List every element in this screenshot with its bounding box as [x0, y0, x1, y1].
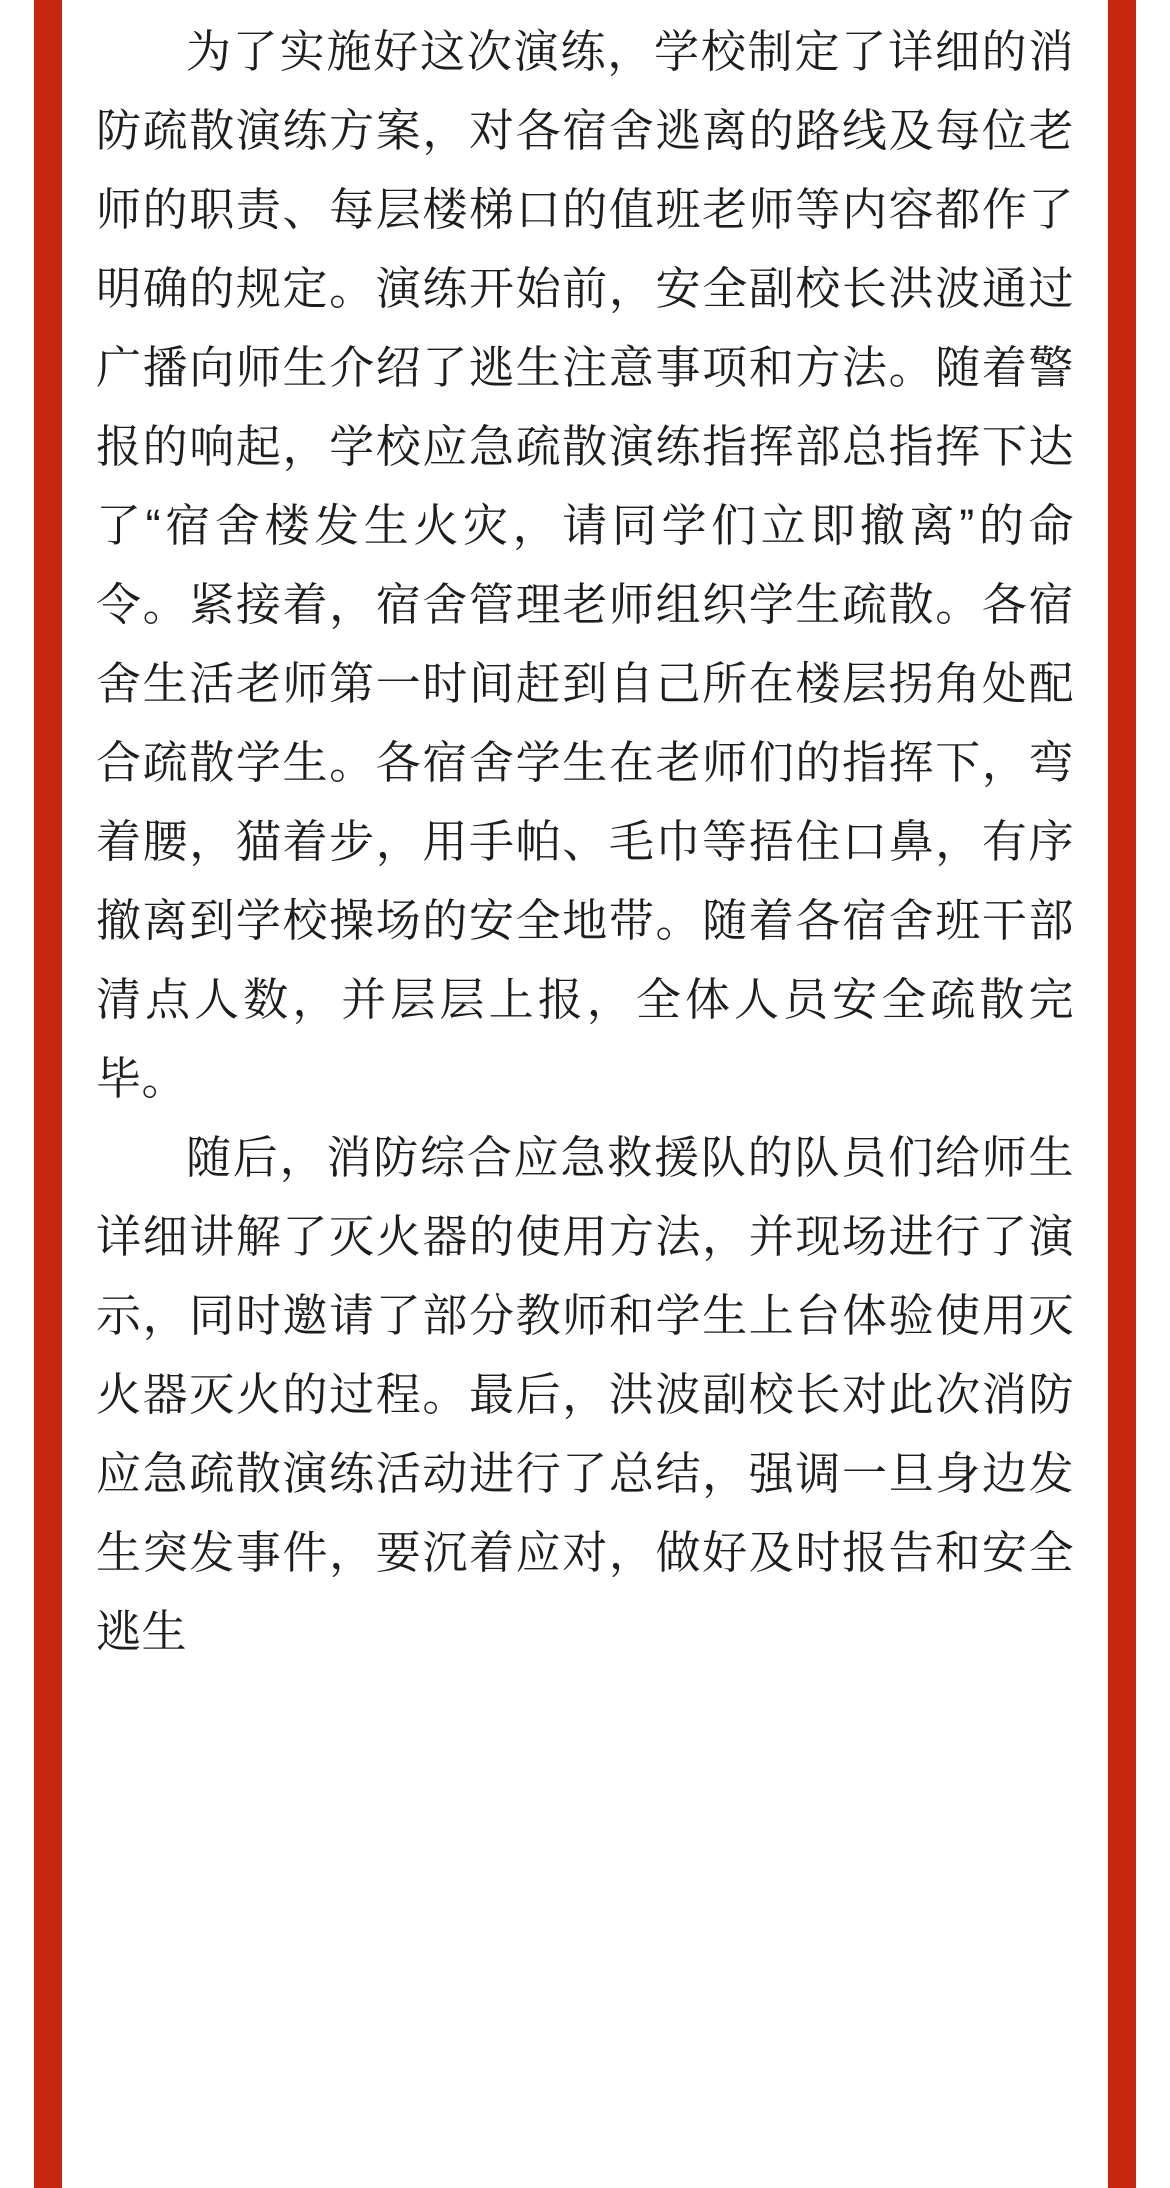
left-decorative-bar — [34, 0, 62, 2188]
paragraph: 随后，消防综合应急救援队的队员们给师生详细讲解了灭火器的使用方法，并现场进行了演示，同时邀请了部分教师和学生上台体验使用灭火器灭火的过程。最后，洪波副校长对此次消防应急疏散演练活动进行了总结，强调一旦身边发生突发事件，要沉着应对，做好及时报告和安全逃生 — [96, 1132, 1074, 1657]
paragraph: 为了实施好这次演练，学校制定了详细的消防疏散演练方案，对各宿舍逃离的路线及每位老师的职责、每层楼梯口的值班老师等内容都作了明确的规定。演练开始前，安全副校长洪波通过广播向师生介绍了逃生注意事项和方法。随着警报的响起，学校应急疏散演练指挥部总指挥下达了“宿舍楼发生火灾，请同学们立即撤离”的命令。紧接着，宿舍管理老师组织学生疏散。各宿舍生活老师第一时间赶到自己所在楼层拐角处配合疏散学生。各宿舍学生在老师们的指挥下，弯着腰，猫着步，用手帕、毛巾等捂住口鼻，有序撤离到学校操场的安全地带。随着各宿舍班干部清点人数，并层层上报，全体人员安全疏散完毕。 — [96, 26, 1074, 1104]
article-body — [96, 0, 1074, 2188]
right-decorative-bar — [1108, 0, 1136, 2188]
